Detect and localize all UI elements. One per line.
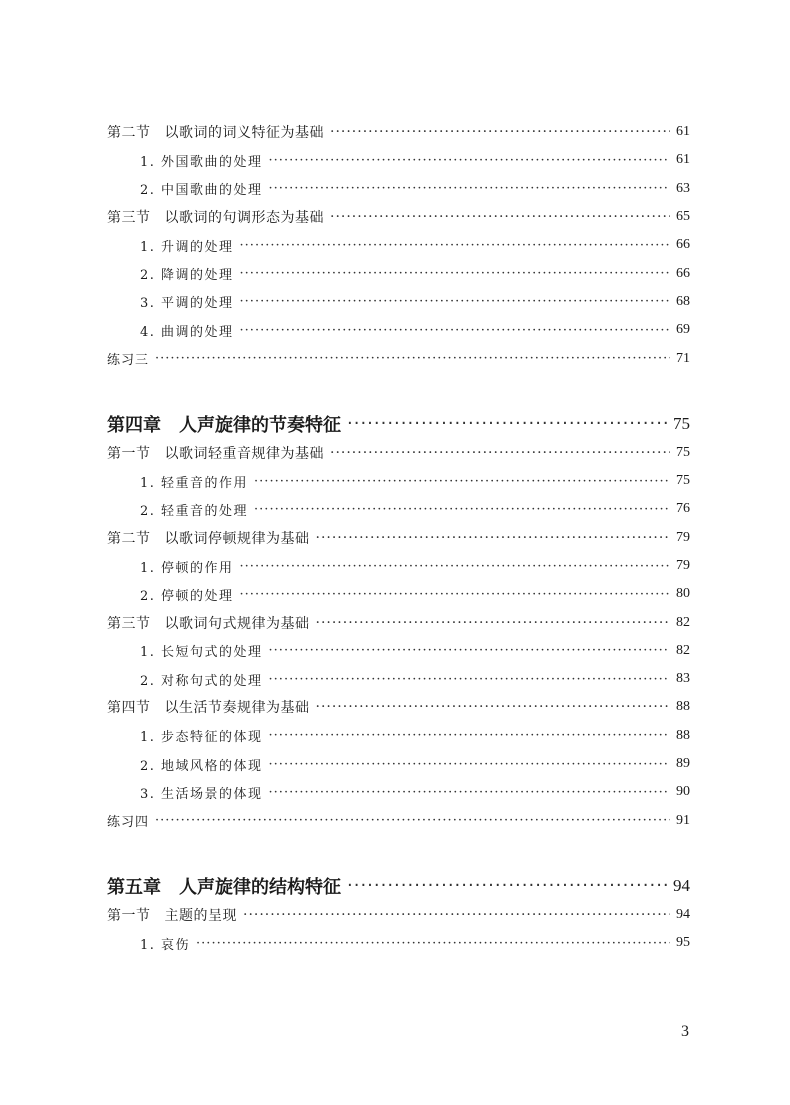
page-ref: 61 [676,124,690,140]
sub-title: 2. 降调的处理 [140,268,234,284]
dot-leader [316,699,671,715]
page-ref: 69 [676,322,690,338]
toc-chapter-row [107,409,690,439]
page-ref: 94 [676,906,690,922]
toc-entry-label [140,641,263,660]
table-of-contents [107,118,690,957]
dot-leader [269,785,670,800]
page-ref: 75 [676,473,690,489]
toc-sub-row [107,580,690,608]
section-number: 第一节 [107,907,151,924]
section-number: 第二节 [107,125,151,142]
dot-leader [330,209,670,225]
page-ref: 75 [676,444,690,460]
page-ref: 66 [676,265,690,281]
toc-entry-label [107,207,324,227]
dot-leader [254,474,670,489]
dot-leader [330,445,670,461]
toc-entry-label [107,905,237,925]
toc-entry-label [107,122,324,142]
page-ref: 76 [676,501,690,517]
page-ref: 68 [676,293,690,309]
sub-title: 1. 升调的处理 [140,239,234,255]
toc-sub-row [107,929,690,957]
sub-title: 4. 曲调的处理 [140,324,234,340]
toc-entry-label [140,292,234,311]
toc-sub-row [107,316,690,344]
toc-entry-label [107,528,310,548]
page-ref: 89 [676,756,690,772]
toc-entry-label [107,873,341,899]
dot-leader [269,181,670,196]
toc-sub-row [107,288,690,316]
toc-sub-row [107,175,690,203]
toc-entry-label [140,934,190,953]
sub-title: 3. 生活场景的体现 [140,786,263,802]
dot-leader [316,615,671,631]
dot-leader [269,153,670,168]
toc-sub-row [107,637,690,665]
page-ref: 82 [676,614,690,630]
dot-leader [155,813,670,828]
sub-title: 2. 对称句式的处理 [140,673,263,689]
sub-title: 2. 停顿的处理 [140,588,234,604]
section-title: 主题的呈现 [164,907,237,924]
toc-section-row [107,439,690,467]
toc-sub-row [107,778,690,806]
section-title: 以歌词句式规律为基础 [164,615,310,632]
sub-title: 3. 平调的处理 [140,296,234,312]
toc-sub-row [107,722,690,750]
exercise-title: 练习四 [107,815,150,831]
chapter-number: 第四章 [107,414,161,436]
toc-entry-label [140,755,263,774]
page-ref: 65 [676,209,690,225]
toc-sub-row [107,495,690,523]
toc-entry-label [140,264,234,283]
toc-section-row [107,524,690,552]
toc-section-row [107,608,690,636]
toc-entry-label [140,236,234,255]
toc-entry-label [107,443,324,463]
toc-entry-label [140,670,263,689]
page-ref: 61 [676,152,690,168]
dot-leader [240,238,670,253]
sub-title: 1. 哀伤 [140,937,191,953]
toc-entry-label [107,349,149,368]
sub-title: 2. 地域风格的体现 [140,758,263,774]
exercise-title: 练习三 [107,353,150,369]
section-number: 第四节 [107,700,151,717]
dot-leader [269,672,670,687]
dot-leader [240,323,670,338]
dot-leader [196,936,670,951]
dot-leader [254,502,670,517]
section-number: 第三节 [107,210,151,227]
section-title: 以歌词轻重音规律为基础 [164,445,324,462]
page-ref: 79 [676,529,690,545]
page-ref: 71 [676,350,690,366]
dot-leader [347,413,667,434]
toc-section-row [107,203,690,231]
toc-sub-row [107,665,690,693]
toc-entry-label [140,726,263,745]
page-ref: 88 [676,699,690,715]
toc-entry-label [107,811,149,830]
toc-exercise-row [107,344,690,372]
dot-leader [240,294,670,309]
dot-leader [330,124,670,140]
dot-leader [240,559,670,574]
toc-entry-label [140,585,234,604]
section-title: 以歌词停顿规律为基础 [164,530,310,547]
toc-section-row [107,118,690,146]
dot-leader [316,530,671,546]
toc-sub-row [107,231,690,259]
toc-entry-label [107,411,341,437]
toc-sub-row [107,259,690,287]
toc-exercise-row [107,807,690,835]
toc-entry-label [140,472,248,491]
section-title: 以歌词的句调形态为基础 [164,210,324,227]
section-title: 以歌词的词义特征为基础 [164,125,324,142]
section-title: 以生活节奏规律为基础 [164,700,310,717]
sub-title: 1. 轻重音的作用 [140,475,249,491]
section-number: 第一节 [107,445,151,462]
page-ref: 80 [676,586,690,602]
dot-leader [269,728,670,743]
sub-title: 1. 外国歌曲的处理 [140,154,263,170]
page-ref: 91 [676,812,690,828]
toc-entry-label [140,783,263,802]
chapter-title: 人声旋律的节奏特征 [179,414,341,436]
page-ref: 88 [676,727,690,743]
chapter-title: 人声旋律的结构特征 [179,876,341,898]
page-ref: 95 [676,935,690,951]
sub-title: 2. 轻重音的处理 [140,503,249,519]
dot-leader [347,875,667,896]
section-number: 第三节 [107,615,151,632]
dot-leader [240,587,670,602]
page-ref: 82 [676,642,690,658]
dot-leader [240,266,670,281]
toc-entry-label [107,697,310,717]
toc-sub-row [107,467,690,495]
dot-leader [155,351,670,366]
sub-title: 1. 步态特征的体现 [140,730,263,746]
toc-entry-label [140,321,234,340]
toc-section-row [107,693,690,721]
toc-chapter-row [107,871,690,901]
page-ref: 75 [673,413,690,433]
toc-entry-label [140,500,248,519]
sub-title: 2. 中国歌曲的处理 [140,183,263,199]
toc-sub-row [107,146,690,174]
chapter-number: 第五章 [107,876,161,898]
toc-entry-label [140,179,263,198]
page-ref: 94 [673,875,690,895]
toc-sub-row [107,750,690,778]
toc-section-row [107,901,690,929]
page-ref: 63 [676,180,690,196]
sub-title: 1. 停顿的作用 [140,560,234,576]
page-ref: 83 [676,671,690,687]
toc-entry-label [140,557,234,576]
sub-title: 1. 长短句式的处理 [140,645,263,661]
dot-leader [269,757,670,772]
toc-entry-label [107,613,310,633]
toc-sub-row [107,552,690,580]
dot-leader [269,643,670,658]
section-number: 第二节 [107,530,151,547]
toc-entry-label [140,151,263,170]
page-ref: 66 [676,237,690,253]
dot-leader [243,907,670,923]
page-ref: 79 [676,558,690,573]
page-ref: 90 [676,784,690,800]
page-number: 3 [681,1023,689,1040]
